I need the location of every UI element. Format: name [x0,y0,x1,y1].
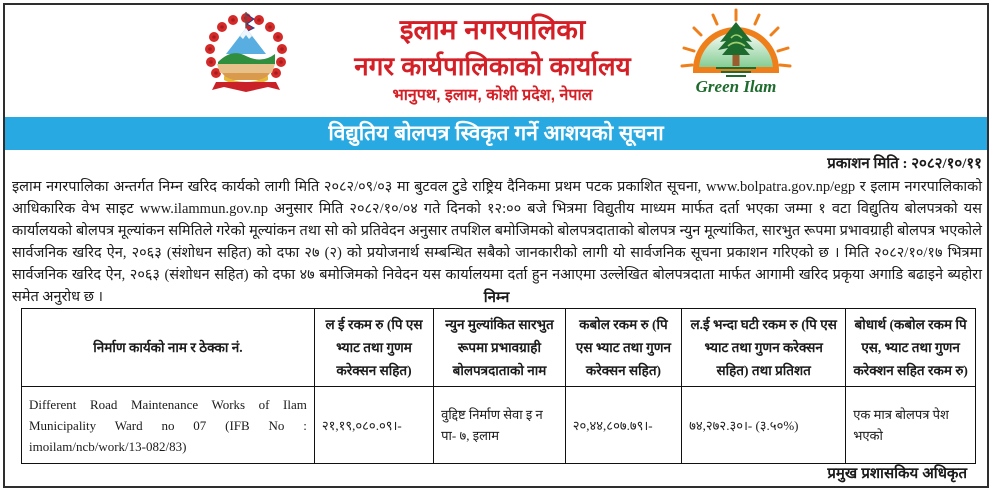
green-ilam-logo-icon [676,8,796,100]
table-row [22,387,976,464]
cell-below-estimate-amount: ७४,२७२.३०।- (३.५०%) [682,387,846,464]
col-header-quoted-amount: कबोल रकम रु (पि एस भ्याट तथा गुणन करेक्सन सहित) [565,309,681,387]
col-header-lowest-bidder-name: न्युन मुल्यांकित सारभुत रूपमा प्रभावग्राही बोलपत्रदाताको नाम [434,309,566,387]
publication-date: प्रकाशन मिति : २०८२/१०/११ [827,156,982,172]
notice-title-banner: विद्युतिय बोलपत्र स्विकृत गर्ने आशयको सूचना [5,117,987,150]
office-address: भानुपथ, इलाम, कोशी प्रदेश, नेपाल [392,87,593,104]
green-ilam-text: Green Ilam [695,77,777,96]
col-header-remarks: बोधार्थ (कबोल रकम पि एस, भ्याट तथा गुणन करेक्शन सहित रकम रु) [846,309,976,387]
cell-remarks: एक मात्र बोलपत्र पेश भएको [846,387,976,464]
notice-body-paragraph: इलाम नगरपालिका अन्तर्गत निम्न खरिद कार्यको लागी मिति २०८२/०९/०३ मा बुटवल टुडे राष्ट्रिय दैनिकमा प्रथम पटक प्रकाशित सूचना, www.bolpatra.gov.np/egp र इलाम नगरपालिकाको आधिकारिक वेभ साइट www.ilammun.gov.np अनुसार मिति २०८२/१०/०४ गते दिनको १२:०० बजे भित्रमा विद्युतीय माध्यम मार्फत दर्ता भएका जम्मा १ वटा विद्युतिय बोलपत्रको यस कार्यालयको बोलपत्र मूल्यांकन समितिले गरेको मूल्यांकन तथा सो को प्रतिवेदन अनुसार तपशिल बमोजिमको बोलपत्रदाताको बोलपत्र न्युन मूल्यांकित, सारभुत रूपमा प्रभावग्राही बोलपत्र भएकोले सार्वजनिक खरिद ऐन, २०६३ (संशोधन सहित) को दफा २७ (२) को प्रयोजनार्थ सम्बन्धित सबैको जानकारीको लागी यो सार्वजनिक सूचना प्रकाशन गरिएको छ । मिति २०८२/१०/१७ भित्रमा सार्वजनिक खरिद ऐन, २०६३ (संशोधन सहित) को दफा ४७ बमोजिमको निवेदन यस कार्यालयमा दर्ता हुन नआएमा उल्लेखित बोलपत्रदाता मार्फत आगामी खरिद प्रकृया अगाडि बढाइने ब्यहोरा समेत अनुरोध छ । [12,179,982,305]
cell-lowest-bidder-name: वुद्दिष्ट निर्माण सेवा इ न पा- ७, इलाम [434,387,566,464]
cell-quoted-amount: २०,४४,८०७.७९।- [565,387,681,464]
nepal-government-emblem-icon [202,10,290,102]
cell-estimate-amount: २१,१९,०८०.०९।- [314,387,433,464]
signature-title: प्रमुख प्रशासकिय अधिकृत [827,465,967,482]
col-header-work-name: निर्माण कार्यको नाम र ठेक्का नं. [22,309,315,387]
col-header-estimate-amount: ल ई रकम रु (पि एस भ्याट तथा गुणम करेक्सन सहित) [314,309,433,387]
cell-work-name: Different Road Maintenance Works of Ilam Municipality Ward no 07 (IFB No : imoilam/ncb/work/13-082/83) [22,387,315,464]
table-header-row [22,309,976,387]
nimna-label: निम्न [483,290,510,306]
bid-evaluation-table [21,308,976,464]
municipality-name: इलाम नगरपालिका [399,14,586,45]
header-titles [290,12,695,108]
col-header-below-estimate-amount: ल.ई भन्दा घटी रकम रु (पि एस भ्याट तथा गुणन करेक्सन सहित) तथा प्रतिशत [682,309,846,387]
office-name: नगर कार्यपालिकाको कार्यालय [354,51,631,81]
